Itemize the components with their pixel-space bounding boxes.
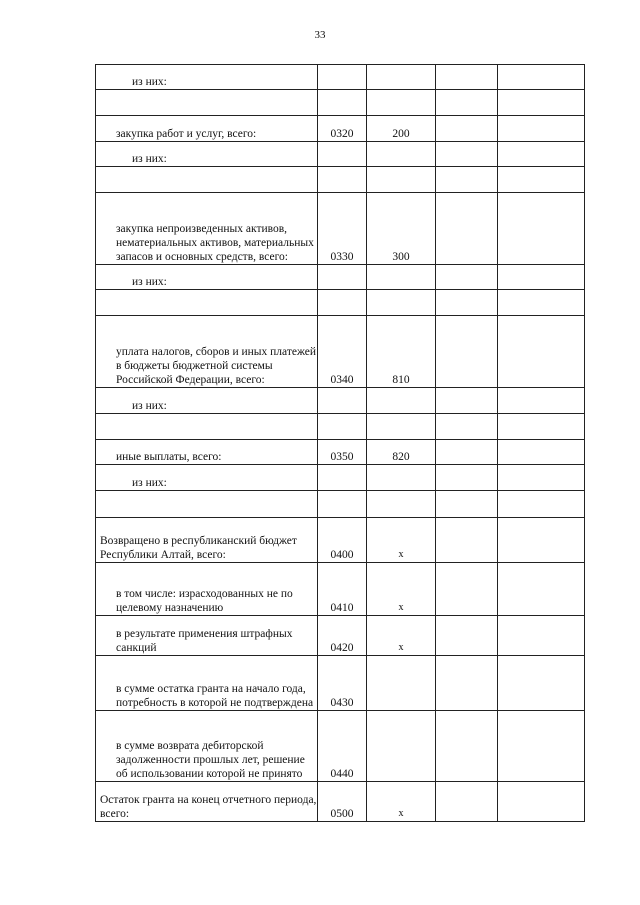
table-row (96, 65, 585, 90)
table-row (96, 465, 585, 491)
value-cell (498, 193, 585, 265)
table-row (96, 563, 585, 616)
value-cell (498, 116, 585, 142)
value-cell (436, 518, 498, 563)
value-cell (498, 414, 585, 440)
value-cell (436, 656, 498, 711)
value-cell (498, 265, 585, 290)
row-kosgu: x (367, 518, 436, 563)
value-cell (498, 388, 585, 414)
table-row (96, 388, 585, 414)
value-cell (436, 782, 498, 822)
row-label: уплата налогов, сборов и иных платежей в бюджеты бюджетной системы Российской Федерации, всего: (96, 316, 318, 388)
table-row (96, 90, 585, 116)
row-label: из них: (96, 465, 318, 491)
row-kosgu (367, 711, 436, 782)
value-cell (498, 142, 585, 167)
table-row (96, 265, 585, 290)
table-row (96, 316, 585, 388)
row-code (318, 388, 367, 414)
value-cell (436, 388, 498, 414)
value-cell (436, 616, 498, 656)
row-code: 0320 (318, 116, 367, 142)
table-row (96, 290, 585, 316)
row-code (318, 90, 367, 116)
value-cell (436, 290, 498, 316)
row-label: иные выплаты, всего: (96, 440, 318, 465)
row-kosgu (367, 491, 436, 518)
row-code: 0420 (318, 616, 367, 656)
row-kosgu (367, 388, 436, 414)
row-code (318, 65, 367, 90)
table-row (96, 193, 585, 265)
row-code (318, 290, 367, 316)
value-cell (498, 491, 585, 518)
row-label: в результате применения штрафных санкций (96, 616, 318, 656)
row-label: Остаток гранта на конец отчетного периода, всего: (96, 782, 318, 822)
row-code (318, 414, 367, 440)
value-cell (436, 711, 498, 782)
row-label (96, 491, 318, 518)
value-cell (436, 90, 498, 116)
table-row (96, 414, 585, 440)
row-label (96, 290, 318, 316)
row-code (318, 142, 367, 167)
row-label: в сумме остатка гранта на начало года, потребность в которой не подтверждена (96, 656, 318, 711)
table-row (96, 142, 585, 167)
row-kosgu: x (367, 563, 436, 616)
value-cell (436, 265, 498, 290)
row-code (318, 167, 367, 193)
row-kosgu: x (367, 616, 436, 656)
table-row (96, 656, 585, 711)
row-label (96, 90, 318, 116)
value-cell (498, 290, 585, 316)
value-cell (498, 711, 585, 782)
row-label: из них: (96, 142, 318, 167)
row-kosgu: x (367, 782, 436, 822)
table-row (96, 518, 585, 563)
table-row (96, 116, 585, 142)
row-label: в том числе: израсходованных не по целевому назначению (96, 563, 318, 616)
row-kosgu: 810 (367, 316, 436, 388)
row-code: 0350 (318, 440, 367, 465)
value-cell (436, 142, 498, 167)
report-table (95, 64, 585, 822)
row-label: из них: (96, 65, 318, 90)
row-kosgu (367, 167, 436, 193)
value-cell (498, 65, 585, 90)
value-cell (436, 193, 498, 265)
value-cell (498, 518, 585, 563)
row-code (318, 265, 367, 290)
row-label: закупка работ и услуг, всего: (96, 116, 318, 142)
table-row (96, 711, 585, 782)
row-kosgu: 200 (367, 116, 436, 142)
value-cell (436, 414, 498, 440)
value-cell (436, 316, 498, 388)
row-label (96, 414, 318, 440)
value-cell (498, 563, 585, 616)
row-code (318, 491, 367, 518)
table-row (96, 440, 585, 465)
value-cell (436, 116, 498, 142)
row-label: из них: (96, 265, 318, 290)
row-code: 0430 (318, 656, 367, 711)
value-cell (498, 440, 585, 465)
row-label: Возвращено в республиканский бюджет Республики Алтай, всего: (96, 518, 318, 563)
table-row (96, 616, 585, 656)
value-cell (498, 782, 585, 822)
row-kosgu (367, 90, 436, 116)
row-code: 0330 (318, 193, 367, 265)
value-cell (498, 316, 585, 388)
row-kosgu (367, 265, 436, 290)
row-code: 0500 (318, 782, 367, 822)
row-kosgu (367, 142, 436, 167)
row-kosgu: 300 (367, 193, 436, 265)
row-code (318, 465, 367, 491)
value-cell (436, 440, 498, 465)
row-kosgu (367, 414, 436, 440)
value-cell (436, 465, 498, 491)
value-cell (436, 167, 498, 193)
value-cell (498, 90, 585, 116)
row-label: закупка непроизведенных активов, нематериальных активов, материальных запасов и основных средств, всего: (96, 193, 318, 265)
row-label: из них: (96, 388, 318, 414)
row-code: 0440 (318, 711, 367, 782)
table-row (96, 491, 585, 518)
row-code: 0410 (318, 563, 367, 616)
row-label (96, 167, 318, 193)
value-cell (498, 167, 585, 193)
value-cell (436, 563, 498, 616)
table-row (96, 782, 585, 822)
page-number: 33 (314, 29, 326, 41)
row-kosgu (367, 465, 436, 491)
value-cell (436, 491, 498, 518)
row-kosgu (367, 65, 436, 90)
row-kosgu: 820 (367, 440, 436, 465)
table-row (96, 167, 585, 193)
value-cell (498, 656, 585, 711)
row-label: в сумме возврата дебиторской задолженности прошлых лет, решение об использовании которой не принято (96, 711, 318, 782)
row-code: 0400 (318, 518, 367, 563)
value-cell (498, 616, 585, 656)
row-kosgu (367, 656, 436, 711)
value-cell (498, 465, 585, 491)
row-code: 0340 (318, 316, 367, 388)
value-cell (436, 65, 498, 90)
row-kosgu (367, 290, 436, 316)
